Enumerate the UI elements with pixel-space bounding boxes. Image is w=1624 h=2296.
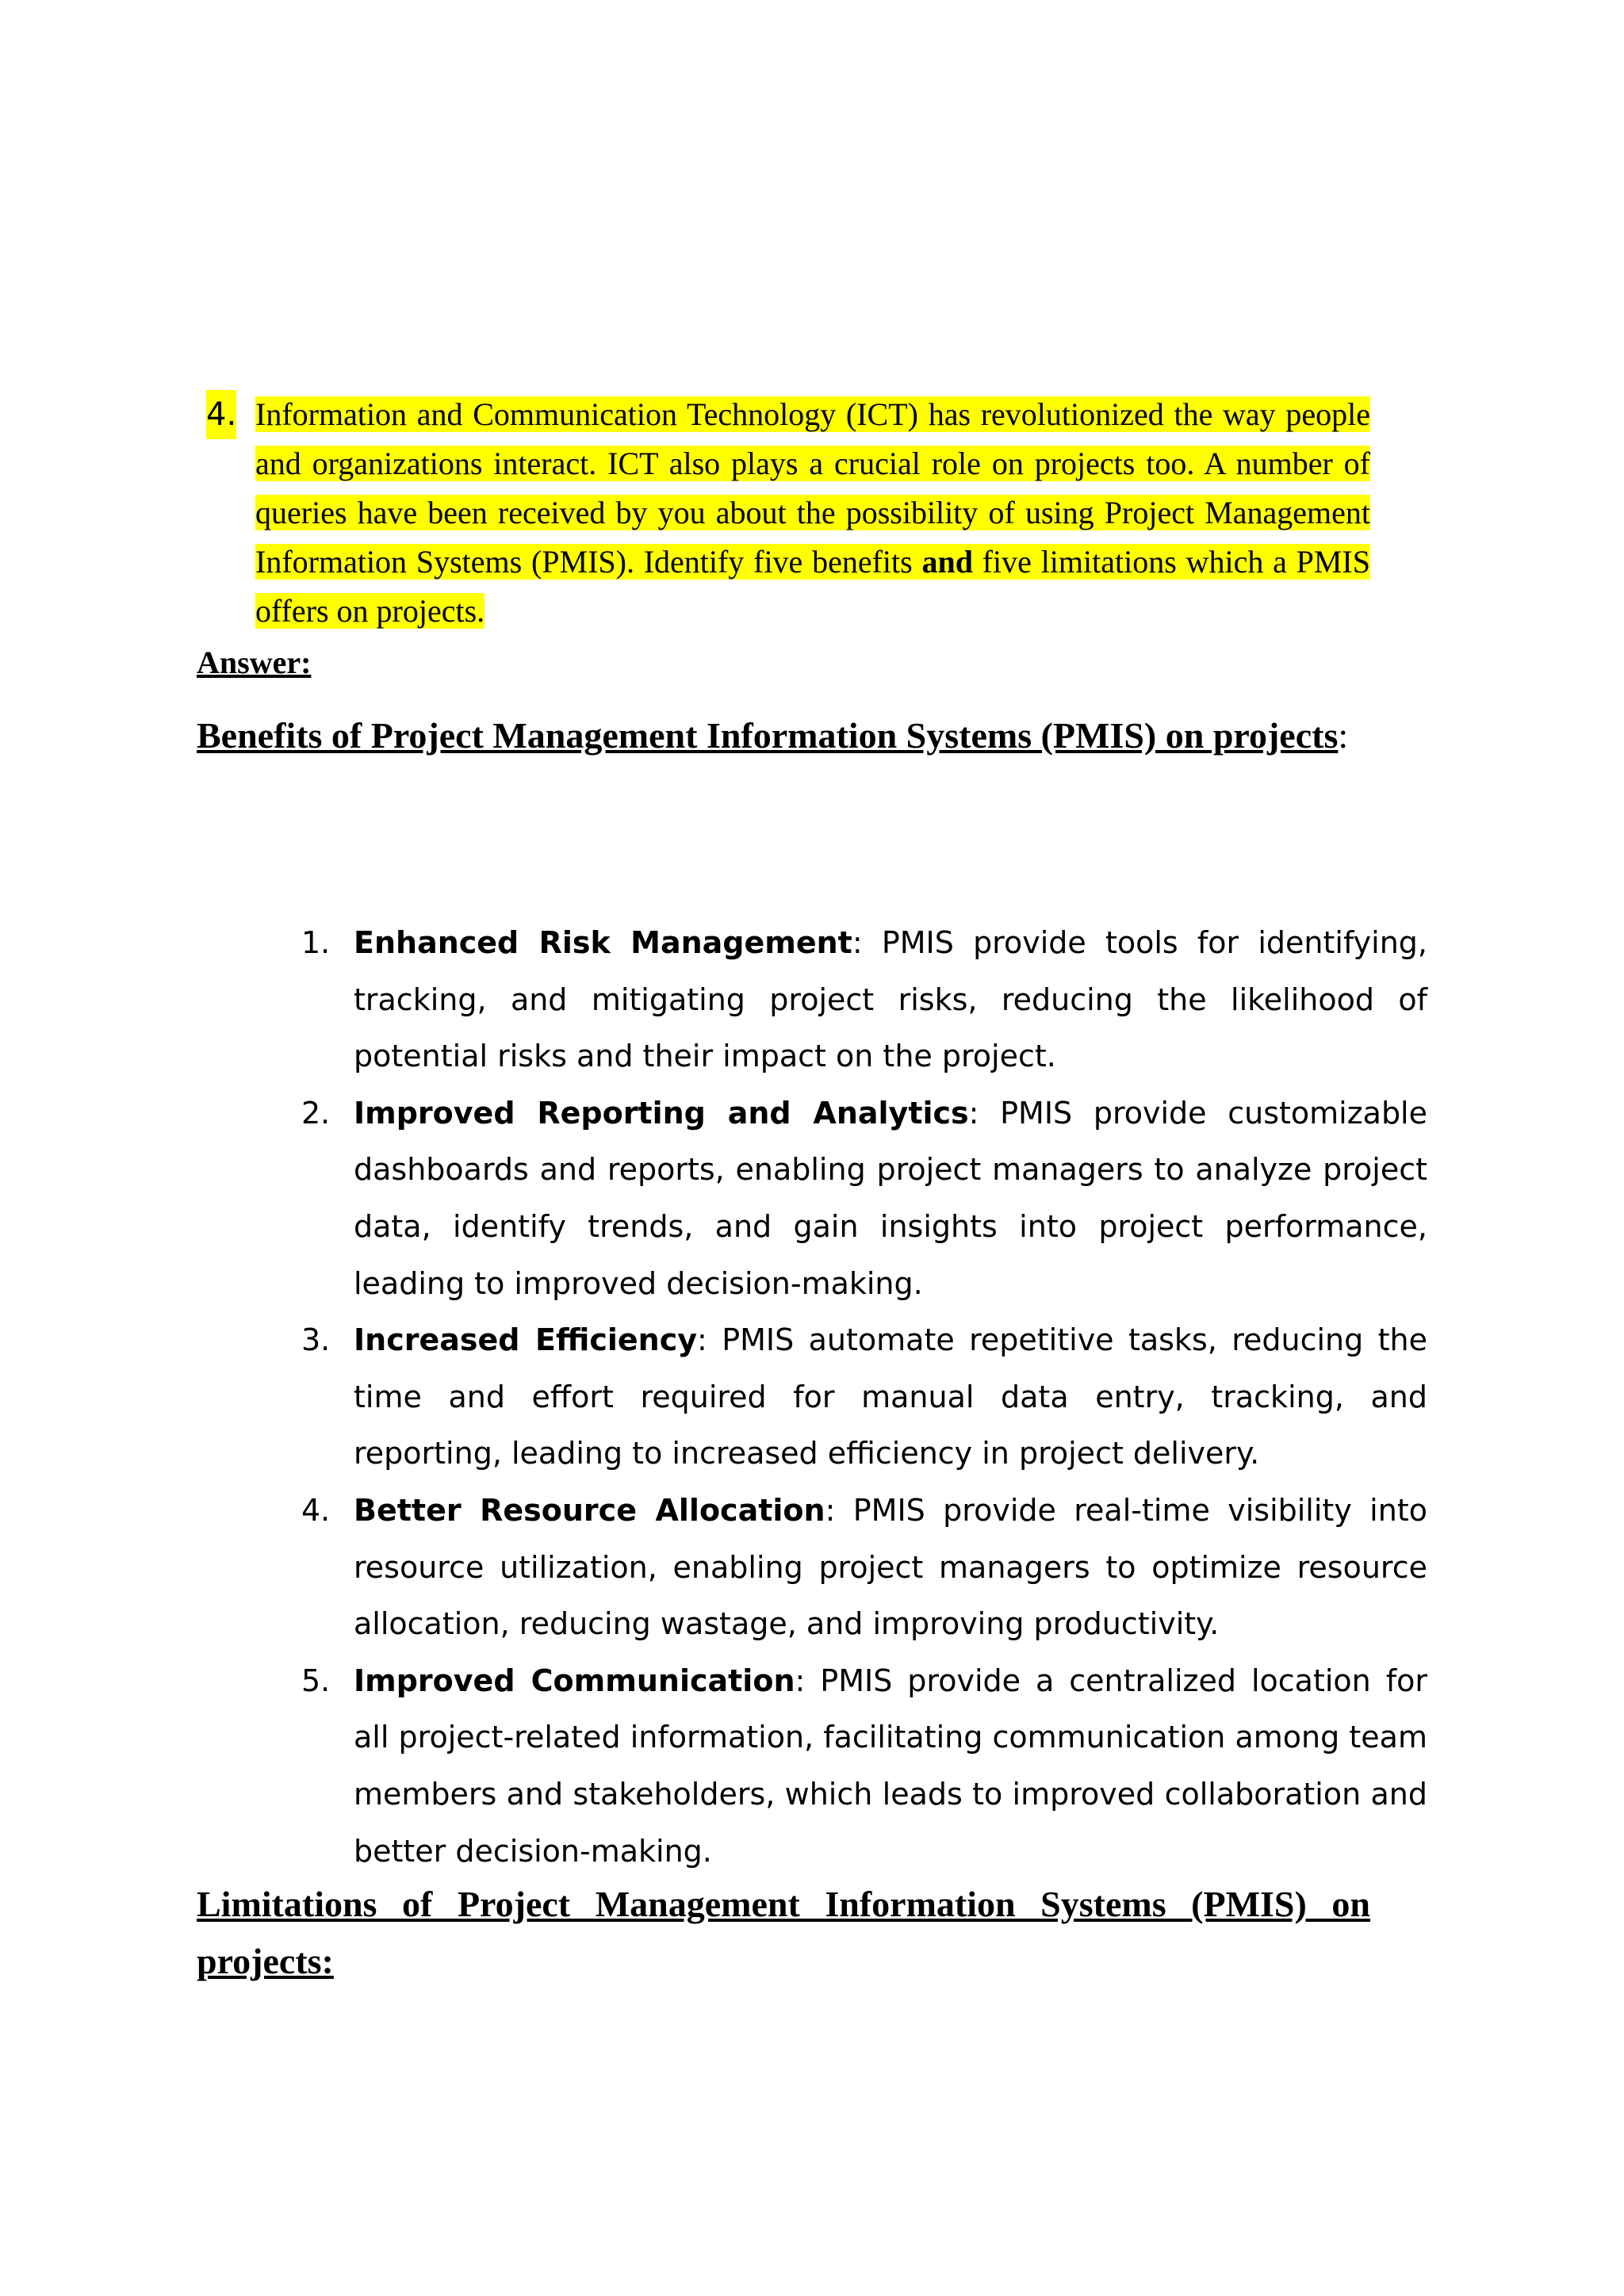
list-item-number: 1. — [301, 925, 331, 960]
question-block — [197, 390, 1370, 636]
list-item-number: 4. — [301, 1492, 331, 1528]
list-item-number: 3. — [301, 1322, 331, 1358]
list-item — [301, 1312, 1427, 1483]
list-item-title: Increased Efficiency — [354, 1322, 698, 1358]
list-item-text: : PMIS provide customizable dashboards and reports, enabling project managers to analyze project data, identify trends, and gain insights into project performance, leading to improved decision-making. — [354, 1095, 1427, 1301]
list-item-text: : PMIS provide tools for identifying, tracking, and mitigating project risks, reducing the likelihood of potential risks and their impact on the project. — [354, 925, 1427, 1074]
list-item-title: Enhanced Risk Management — [354, 925, 852, 960]
benefits-list — [301, 915, 1427, 1880]
question-text — [255, 390, 1370, 636]
benefits-heading-suffix: : — [1338, 715, 1349, 756]
list-item-text: : PMIS provide a centralized location for all project-related information, facilitating communication among team members and stakeholders, which leads to improved collaboration and better decision-making. — [354, 1663, 1427, 1869]
list-item-number: 5. — [301, 1663, 331, 1698]
list-item-text: : PMIS provide real-time visibility into resource utilization, enabling project managers to optimize resource allocation, reducing wastage, and improving productivity. — [354, 1492, 1427, 1642]
question-number: 4. — [206, 390, 236, 439]
list-item — [301, 1085, 1427, 1312]
question-text-before: Information and Communication Technology (ICT) has revolutionized the way people and organizations interact. ICT also plays a crucial role on projects too. A number of queries have been received by you about the possibility of using Project Management Information Systems (PMIS). Identify five benefits — [255, 396, 1370, 580]
list-item-title: Improved Communication — [354, 1663, 795, 1698]
list-item — [301, 915, 1427, 1085]
list-item-title: Better Resource Allocation — [354, 1492, 825, 1528]
list-item-title: Improved Reporting and Analytics — [354, 1095, 969, 1131]
benefits-heading-text: Benefits of Project Management Information Systems (PMIS) on projects — [197, 715, 1339, 756]
list-item — [301, 1653, 1427, 1880]
limitations-heading — [197, 1876, 1370, 1990]
answer-label: Answer: — [197, 645, 312, 680]
question-bold-word: and — [921, 544, 973, 580]
question-text-after: five limitations which a PMIS offers on projects. — [255, 544, 1370, 629]
list-item — [301, 1483, 1427, 1653]
question-highlight — [255, 396, 1370, 629]
list-item-text: : PMIS automate repetitive tasks, reducing the time and effort required for manual data entry, tracking, and reporting, leading to increased efficiency in project delivery. — [354, 1322, 1427, 1471]
limitations-heading-text: Limitations of Project Management Information Systems (PMIS) on projects: — [197, 1884, 1370, 1981]
list-item-number: 2. — [301, 1095, 331, 1131]
benefits-heading — [197, 707, 1370, 764]
